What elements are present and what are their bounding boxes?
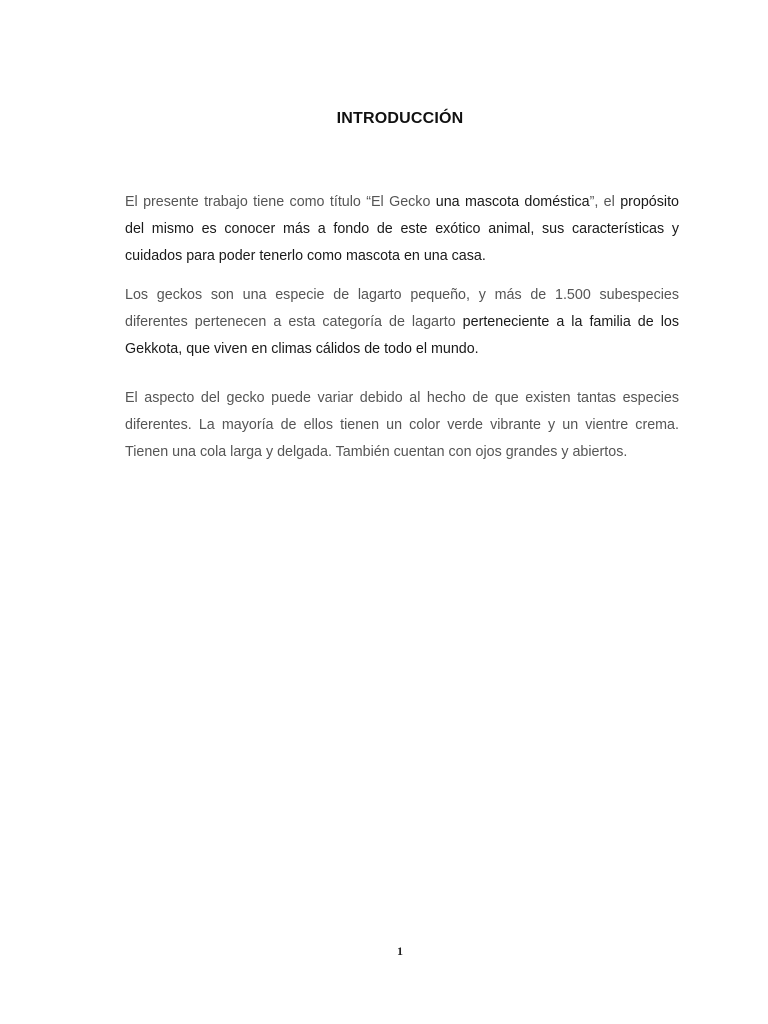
page-title: INTRODUCCIÓN [336,110,464,127]
paragraph-geckos-part-3: , que viven en climas cálidos de todo el mundo. [178,341,479,357]
paragraph-intro [125,189,679,270]
paragraph-geckos-part-1: Los geckos son una especie de lagarto pequeño, y más de 1.500 subespecies diferentes pertenecen a esta categoría de lagarto [125,287,679,330]
paragraph-appearance-text: El aspecto del gecko puede variar debido al hecho de que existen tantas especies diferentes. La mayoría de ellos tienen un color verde vibrante y un vientre crema. Tienen una cola larga y delgada. También cuentan con ojos grandes y abiertos. [125,390,679,460]
paragraph-geckos-part-2: perteneciente a la familia de los Gekkota [125,314,679,357]
paragraph-geckos [125,282,679,363]
paragraph-intro-part-1: El presente trabajo tiene como título “El Gecko [125,194,436,210]
paragraph-intro-part-2: una mascota doméstica [435,194,590,210]
paragraph-intro-part-3: ”, el [589,194,621,210]
paragraph-intro-part-4: propósito del mismo es conocer más a fondo de este exótico animal, sus características y cuidados para poder tenerlo como mascota en una casa. [125,194,680,264]
paragraph-appearance [125,385,679,466]
page-number: 1 [397,944,403,958]
